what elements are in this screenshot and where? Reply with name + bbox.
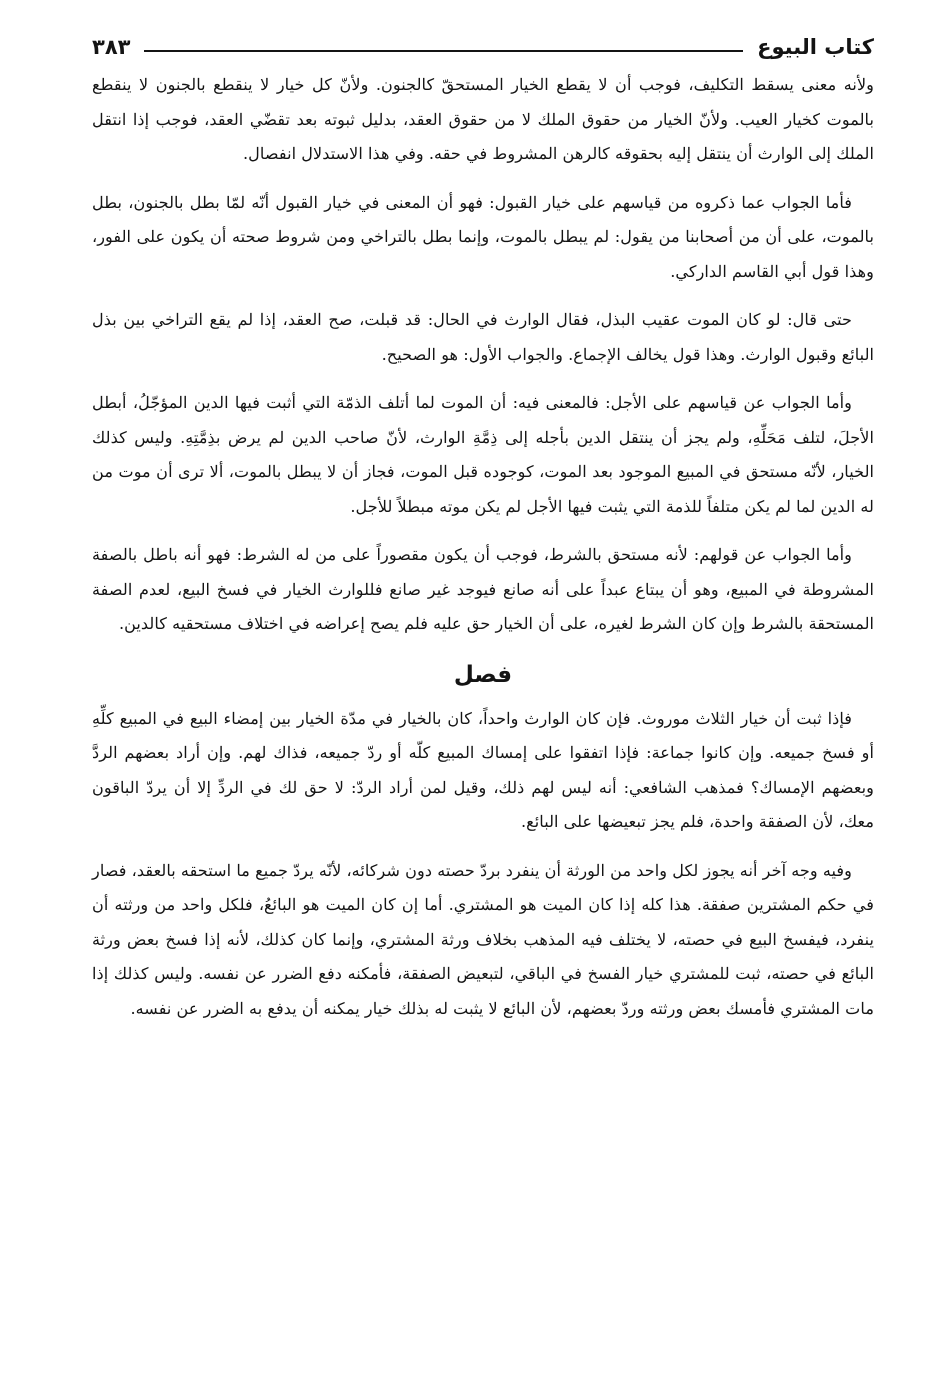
page-number: ٣٨٣ — [92, 35, 131, 59]
section-heading: فصل — [453, 661, 513, 688]
paragraph: فإذا ثبت أن خيار الثلاث موروث. فإن كان الوارث واحداً، كان بالخيار في مدّة الخيار بين إمضاء البيع في المبيع كلِّهِ أو فسخ جميعه. وإن كانوا جماعة: فإذا اتفقوا على إمساك المبيع كلّه أو ردّ جميعه، فذاك لهم. وإن أراد بعضهم الردَّ وبعضهم الإمساك؟ فمذهب الشافعي: أنه ليس لهم ذلك، وقيل لمن أراد الردّ: لا حق لك في الردِّ إلا أن يردّ الباقون معك، لأن الصفقة واحدة، فلم يجز تبعيضها على البائع. — [92, 708, 874, 831]
header-rule — [144, 50, 743, 52]
running-header — [92, 20, 874, 60]
paragraph: حتى قال: لو كان الموت عقيب البذل، فقال الوارث في الحال: قد قبلت، صح العقد، إذا لم يقع التراخي بين بذل البائع وقبول الوارث. وهذا قول يخالف الإجماع. والجواب الأول: هو الصحيح. — [92, 310, 874, 364]
paragraph: ولأنه معنى يسقط التكليف، فوجب أن لا يقطع الخيار المستحقّ كالجنون. ولأنّ كل خيار لا ينقطع بالجنون لا ينقطع بالموت كخيار العيب. ولأنّ الخيار من حقوق الملك لا من حقوق العقد، بدليل ثبوته بعد تقضّي العقد، فوجب إذا انتقل الملك إلى الوارث أن ينتقل إليه بحقوقه كالرهن المشروط في حقه. وفي هذا الاستدلال انفصال. — [92, 75, 874, 163]
book-title: كتاب البيوع — [757, 35, 874, 59]
paragraph: فأما الجواب عما ذكروه من قياسهم على خيار القبول: فهو أن المعنى في خيار القبول أنّه لمّا بطل بالجنون، بطل بالموت، على أن من أصحابنا من يقول: لم يبطل بالموت، وإنما بطل بالتراخي ومن شروط صحته أن يكون على الفور، وهذا قول أبي القاسم الداركي. — [92, 192, 874, 281]
paragraph: وأما الجواب عن قولهم: لأنه مستحق بالشرط، فوجب أن يكون مقصوراً على من له الشرط: فهو أنه باطل بالصفة المشروطة في المبيع، وهو أن يبتاع عبداً على أنه صانع فيوجد غير صانع فللوارث الخيار في فسخ البيع، لعدم الصفة المستحقة بالشرط وإن كان الشرط لغيره، على أن الخيار حق عليه فلم يصح إعراضه في اختلاف مستحقيه كالدين. — [92, 545, 874, 633]
paragraph: وفيه وجه آخر أنه يجوز لكل واحد من الورثة أن ينفرد بردّ حصته دون شركائه، لأنّه يردّ جميع ما استحقه بالعقد، فصار في حكم المشترين صفقة. هذا كله إذا كان الميت هو المشتري. أما إن كان الميت هو البائعُ، فلكل واحد من ورثته أن ينفرد، فيفسخ البيع في حصته، لا يختلف فيه المذهب بخلاف ورثة المشتري، وإنما كان كذلك، لأنه إذا فسخ بعض ورثة البائع في حصته، ثبت للمشتري خيار الفسخ في الباقي، لتبعيض الصفقة، فأمكنه دفع الضرر عن نفسه. وليس كذلك إذا مات المشتري فأمسك بعض ورثته وردّ بعضهم، لأن البائع لا يثبت له بذلك خيار يمكنه أن يدفع به الضرر عن نفسه. — [92, 860, 874, 1018]
paragraph: وأما الجواب عن قياسهم على الأجل: فالمعنى فيه: أن الموت لما أتلف الذمّة التي أثبت فيها الدين المؤجّلُ، أبطل الأجلَ، لتلف مَحَلِّهِ، ولم يجز أن ينتقل الدين بأجله إلى ذِمَّةِ الوارث، لأنّ صاحب الدين لم يرض بذِمَّتِهِ. وليس كذلك الخيار، لأنّه مستحق في المبيع الموجود بعد الموت، كوجوده قبل الموت، فجاز أن لا يبطل بالموت، ألا ترى أن موت من له الدين لما لم يكن متلفاً للذمة التي يثبت فيها الأجل لم يكن موته مبطلاً للأجل. — [92, 393, 874, 516]
book-page — [92, 20, 874, 1040]
